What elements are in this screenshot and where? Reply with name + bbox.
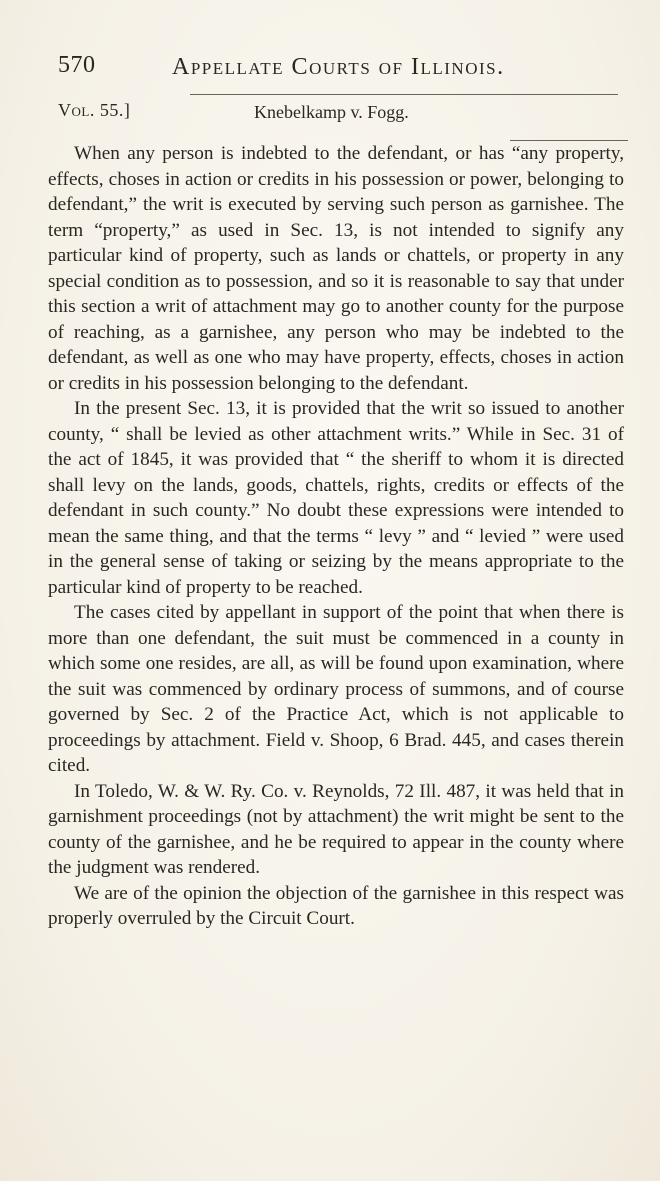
case-name: Knebelkamp v. Fogg. [254, 102, 409, 122]
paragraph-1: When any person is indebted to the defendant, or has “any property, effects, choses in action or credits in his possession or power, belonging to defendant,” the writ is executed by serving such person as garnishee. The term “property,” as used in Sec. 13, is not intended to signify any particular kind of property, such as lands or chattels, or property in any special condition as to possession, and so it is reasonable to say that under this section a writ of attachment may go to another county for the purpose of reaching, as a garnishee, any person who may be indebted to the defendant, as well as one who may have property, effects, choses in action or credits in his possession belonging to the defendant. [48, 143, 624, 394]
paragraph-2: In the present Sec. 13, it is provided that the writ so issued to another county, “ shall be levied as other attachment writs.” While in Sec. 31 of the act of 1845, it was provided that “ the sheriff to whom it is directed shall levy on the lands, goods, chattels, rights, credits or effects of the defendant in such county.” No doubt these expressions were intended to mean the same thing, and that the terms “ levy ” and “ levied ” were used in the general sense of taking or seizing by the means appropriate to the particular kind of property to be reached. [48, 398, 624, 598]
journal-title: Appellate Courts of Illinois. [172, 54, 505, 80]
volume-label: Vol. 55.] [58, 100, 131, 120]
paragraph-4: In Toledo, W. & W. Ry. Co. v. Reynolds, 72 Ill. 487, it was held that in garnishment proceedings (not by attachment) the writ might be sent to the county of the garnishee, and he be required to appear in the county where the judgment was rendered. [48, 780, 624, 878]
running-head [58, 50, 528, 90]
case-line [58, 100, 638, 126]
page-number: 570 [58, 52, 96, 78]
paragraph-3: The cases cited by appellant in support of the point that when there is more than one defendant, the suit must be commenced in a county in which some one resides, are all, as will be found upon examination, where the suit was commenced by ordinary process of summons, and of course governed by Sec. 2 of the Practice Act, which is not applicable to proceedings by attachment. Field v. Shoop, 6 Brad. 445, and cases therein cited. [48, 602, 624, 776]
header-rule [190, 94, 618, 95]
body-text [48, 141, 624, 932]
paragraph-5: We are of the opinion the objection of the garnishee in this respect was properly overruled by the Circuit Court. [48, 882, 624, 929]
